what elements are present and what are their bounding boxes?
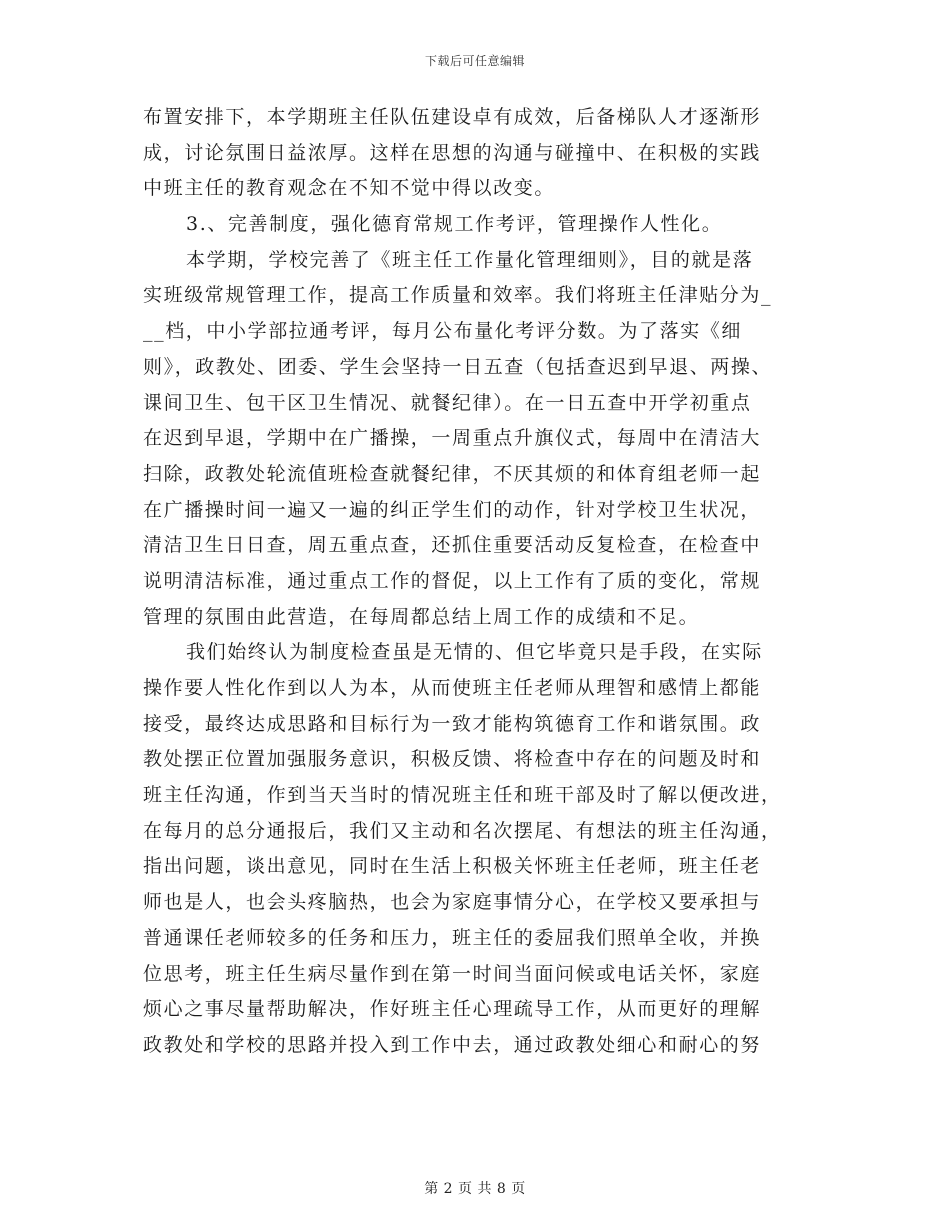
text-line: 在每月的总分通报后，我们又主动和名次摆尾、有想法的班主任沟通， [143,819,782,842]
text-line: __档，中小学部拉通考评，每月公布量化考评分数。为了落实《细 [143,320,743,343]
text-line: 中班主任的教育观念在不知不觉中得以改变。 [143,177,556,200]
page-footer: 第 2 页 共 8 页 [424,1181,526,1197]
text-line: 管理的氛围由此营造，在每周都总结上周工作的成绩和不足。 [143,605,700,628]
text-line: 位思考，班主任生病尽量作到在第一时间当面问候或电话关怀，家庭 [143,962,762,985]
text-line: 在迟到早退，学期中在广播操，一周重点升旗仪式，每周中在清洁大 [143,427,762,450]
text-line: 班主任沟通，作到当天当时的情况班主任和班干部及时了解以便改进， [143,784,782,807]
text-line: 操作要人性化作到以人为本，从而使班主任老师从理智和感情上都能 [143,677,762,699]
text-line: 实班级常规管理工作，提高工作质量和效率。我们将班主任津贴分为_ [143,284,773,307]
section-heading: 3.、完善制度，强化德育常规工作考评，管理操作人性化。 [186,213,723,236]
text-line: 师也是人，也会头疼脑热，也会为家庭事情分心，在学校又要承担与 [143,891,762,914]
text-line: 则》，政教处、团委、学生会坚持一日五查（包括查迟到早退、两操、 [143,355,773,378]
text-line: 扫除，政教处轮流值班检查就餐纪律，不厌其烦的和体育组老师一起 [143,462,762,485]
text-line: 清洁卫生日日查，周五重点查，还抓住重要活动反复检查，在检查中 [143,534,762,557]
text-line: 普通课任老师较多的任务和压力，班主任的委屈我们照单全收，并换 [143,926,762,949]
text-line: 课间卫生、包干区卫生情况、就餐纪律）。在一日五查中开学初重点 [143,391,752,414]
text-line: 教处摆正位置加强服务意识，积极反馈、将检查中存在的问题及时和 [143,748,762,771]
text-line: 在广播操时间一遍又一遍的纠正学生们的动作，针对学校卫生状况， [143,498,762,521]
body-text [143,100,808,1064]
text-line: 指出问题，谈出意见，同时在生活上积极关怀班主任老师，班主任老 [143,855,762,878]
text-line: 烦心之事尽量帮助解决，作好班主任心理疏导工作，从而更好的理解 [143,998,762,1021]
text-line: 政教处和学校的思路并投入到工作中去，通过政教处细心和耐心的努 [143,1033,762,1056]
paragraph-start: 我们始终认为制度检查虽是无情的、但它毕竟只是手段，在实际 [186,641,763,664]
text-line: 接受，最终达成思路和目标行为一致才能构筑德育工作和谐氛围。政 [143,712,762,735]
page-header: 下载后可任意编辑 [424,54,525,68]
text-line: 成，讨论氛围日益浓厚。这样在思想的沟通与碰撞中、在积极的实践 [143,141,762,164]
paragraph-start: 本学期，学校完善了《班主任工作量化管理细则》，目的就是落 [186,248,754,271]
text-line: 说明清洁标准，通过重点工作的督促，以上工作有了质的变化，常规 [143,569,762,592]
text-line: 布置安排下，本学期班主任队伍建设卓有成效，后备梯队人才逐渐形 [143,106,762,128]
